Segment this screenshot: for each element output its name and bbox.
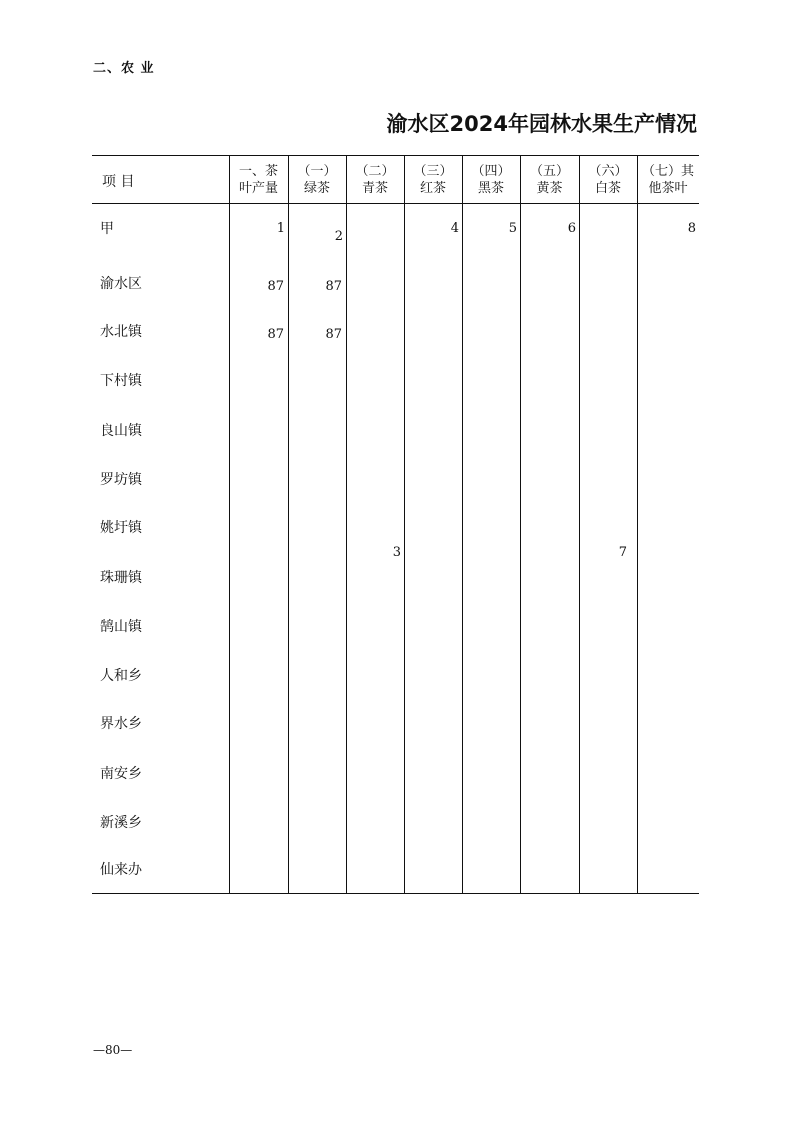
column-code: 2 <box>334 229 343 244</box>
row-label: 新溪乡 <box>100 815 142 831</box>
row-label: 南安乡 <box>100 766 142 782</box>
header-divider <box>92 203 699 204</box>
column-code: 5 <box>508 221 517 236</box>
column-header-green-tea: （一） 绿茶 <box>297 164 337 196</box>
column-code: 8 <box>687 221 696 236</box>
column-divider <box>229 156 230 893</box>
row-label: 渝水区 <box>100 276 142 292</box>
column-divider <box>288 156 289 893</box>
row-label: 仙来办 <box>100 862 142 878</box>
row-label: 人和乡 <box>100 668 142 684</box>
code-row-label: 甲 <box>100 221 114 237</box>
column-header-white-tea: （六） 白茶 <box>588 164 628 196</box>
column-code: 4 <box>450 221 459 236</box>
item-column-header: 项 目 <box>102 174 135 190</box>
column-header-other-tea: （七）其 他茶叶 <box>641 164 694 196</box>
column-code: 3 <box>392 545 401 560</box>
row-label: 珠珊镇 <box>100 570 142 586</box>
column-divider <box>404 156 405 893</box>
column-divider <box>520 156 521 893</box>
table-cell: 87 <box>267 279 284 294</box>
column-header-tea-total: 一、茶 叶产量 <box>238 164 278 196</box>
column-divider <box>579 156 580 893</box>
row-label: 罗坊镇 <box>100 472 142 488</box>
column-code: 1 <box>276 221 285 236</box>
data-table <box>92 155 699 894</box>
row-label: 水北镇 <box>100 324 142 340</box>
row-label: 界水乡 <box>100 716 142 732</box>
column-code: 6 <box>567 221 576 236</box>
table-cell: 87 <box>267 327 284 342</box>
column-header-oolong-tea: （二） 青茶 <box>355 164 395 196</box>
row-label: 下村镇 <box>100 373 142 389</box>
row-label: 良山镇 <box>100 423 142 439</box>
row-label: 姚圩镇 <box>100 520 142 536</box>
column-divider <box>637 156 638 893</box>
table-cell: 87 <box>325 279 342 294</box>
column-code: 7 <box>618 545 627 560</box>
table-cell: 87 <box>325 327 342 342</box>
column-divider <box>346 156 347 893</box>
column-header-dark-tea: （四） 黑茶 <box>471 164 511 196</box>
column-divider <box>462 156 463 893</box>
section-header: 二、农 业 <box>93 61 155 76</box>
column-header-yellow-tea: （五） 黄茶 <box>529 164 569 196</box>
page-number: —80— <box>93 1043 133 1057</box>
row-label: 鹄山镇 <box>100 619 142 635</box>
page-title: 渝水区2024年园林水果生产情况 <box>386 112 697 136</box>
column-header-red-tea: （三） 红茶 <box>413 164 453 196</box>
